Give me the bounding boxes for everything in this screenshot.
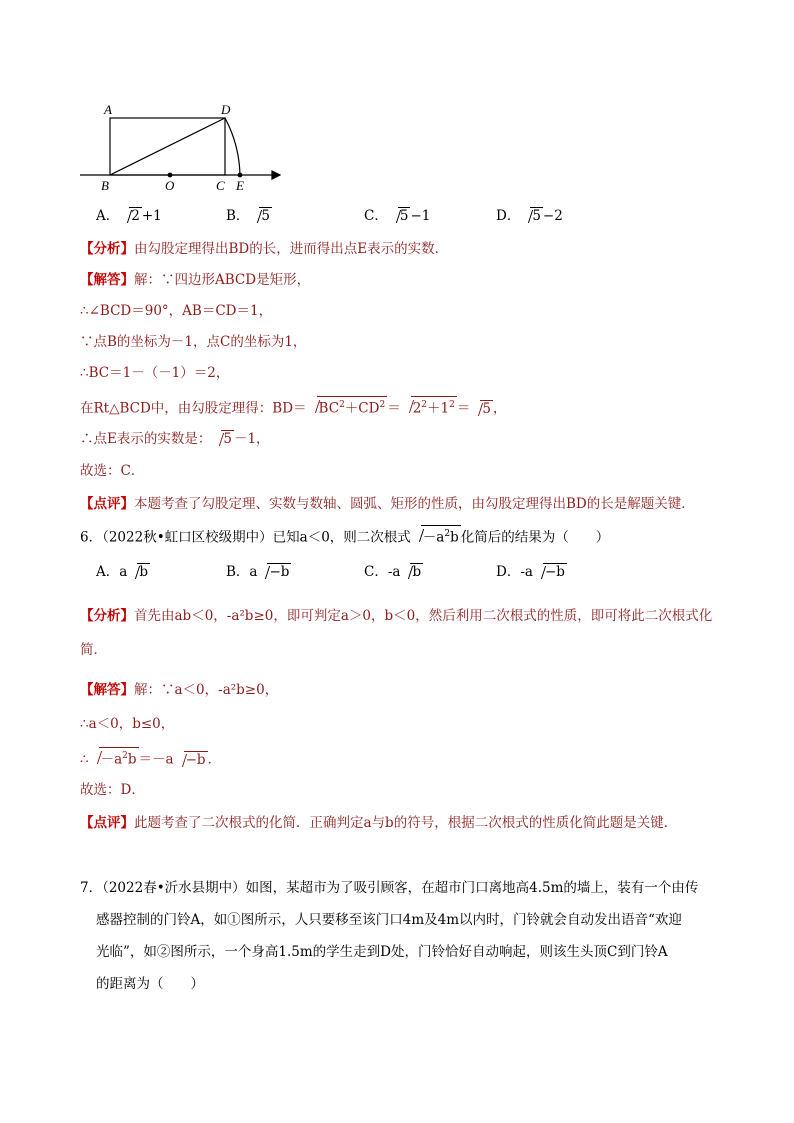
point-e <box>238 173 243 178</box>
option-b[interactable]: B． 5 <box>226 208 271 224</box>
geometry-figure <box>0 0 794 200</box>
q5-solution-line7: 故选：C． <box>80 463 145 479</box>
label-b: B <box>101 178 109 193</box>
q5-solution-line1: 【解答】解：∵四边形ABCD是矩形， <box>80 272 311 288</box>
option-c[interactable]: C． 5 −1 <box>364 208 431 224</box>
q6-option-c[interactable]: C．-a b <box>364 564 422 580</box>
option-a[interactable]: A． 2 +1 <box>96 208 162 224</box>
label-d: D <box>221 102 231 117</box>
q6-option-b[interactable]: B．a −b <box>226 564 290 580</box>
label-e: E <box>236 178 244 193</box>
q7-line4: 的距离为（ ） <box>96 976 204 992</box>
q6-analysis-line1: 【分析】首先由ab＜0，-a²b≥0，即可判定a＞0，b＜0，然后利用二次根式的性质，即可将此二次根式化 <box>80 608 713 624</box>
point-o <box>168 173 173 178</box>
option-d[interactable]: D． 5 −2 <box>496 208 563 224</box>
q6-option-a[interactable]: A．a b <box>96 564 148 580</box>
label-c: C <box>216 178 225 193</box>
q5-analysis: 【分析】由勾股定理得出BD的长，进而得出点E表示的实数． <box>80 241 449 257</box>
q5-solution-line2: ∴∠BCD＝90°，AB＝CD＝1， <box>80 303 273 319</box>
label-a: A <box>104 102 112 117</box>
diagonal-bd <box>110 118 225 175</box>
q7-line1: 7．（2022春•沂水县期中）如图，某超市为了吸引顾客，在超市门口离地高4.5m的墙上，装有一个由传 <box>80 880 699 896</box>
q6-analysis-line2: 简． <box>80 642 107 658</box>
q6-comment: 【点评】此题考查了二次根式的化简．正确判定a与b的符号，根据二次根式的性质化简此题是关键． <box>80 815 678 831</box>
q6-solution-line1: 【解答】解：∵a＜0，-a²b≥0， <box>80 682 279 698</box>
q5-solution-line4: ∴BC＝1－（－1）＝2， <box>80 365 230 381</box>
q5-comment: 【点评】本题考查了勾股定理、实数与数轴、圆弧、矩形的性质，由勾股定理得出BD的长是解题关键． <box>80 496 695 512</box>
arc-de <box>225 118 240 175</box>
q7-line2: 感器控制的门铃A，如①图所示，人只要移至该门口4m及4m以内时，门铃就会自动发出语音“欢迎 <box>96 912 682 928</box>
q5-solution-line3: ∵点B的坐标为－1，点C的坐标为1， <box>80 334 307 350</box>
q5-solution-line6: ∴点E表示的实数是： 5 －1， <box>80 431 270 447</box>
q6-stem: 6．（2022秋•虹口区校级期中）已知a＜0，则二次根式 $-a^2b$ 化简后的结果为（ ） <box>80 525 609 548</box>
q5-solution-line5: 在Rt△BCD中，由勾股定理得：$BD= BC^2+CD^2 = 2^2+1^2 = 5$ ， <box>80 396 506 419</box>
q6-option-d[interactable]: D．-a −b <box>496 564 565 580</box>
axis-arrow-icon <box>272 171 280 179</box>
q6-solution-line2: ∴a＜0，b≤0， <box>80 716 175 732</box>
q7-line3: 光临”，如②图所示，一个身高1.5m的学生走到D处，门铃恰好自动响起，则该生头顶C到门铃A <box>96 944 668 960</box>
label-o: O <box>165 178 175 193</box>
q6-solution-line3: ∴ $-a^2b =-a -b$ ． <box>80 747 221 770</box>
q6-solution-line4: 故选：D． <box>80 782 145 798</box>
